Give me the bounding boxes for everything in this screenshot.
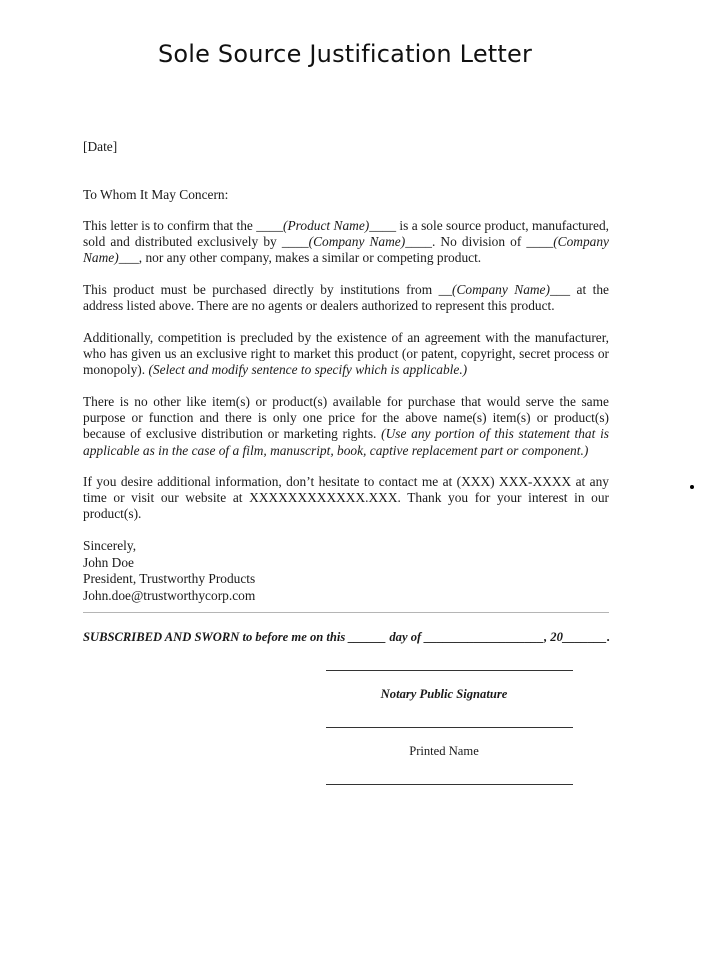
paragraph-competition [83, 330, 609, 379]
p1-text-g: ___, nor any other company, makes a similar or competing product. [118, 250, 482, 266]
printed-name-line [326, 727, 573, 728]
company-name-placeholder: (Company Name) [83, 234, 609, 266]
company-name-placeholder: (Company Name) [308, 234, 406, 250]
paragraph-sole-source [83, 218, 609, 267]
salutation: To Whom It May Concern: [83, 187, 229, 202]
letter-date: [Date] [83, 139, 118, 154]
document-title: Sole Source Justification Letter [157, 40, 533, 68]
edge-dot-mark [690, 485, 694, 489]
notary-signature-label: Notary Public Signature [380, 687, 508, 701]
closing-sincerely: Sincerely, [83, 538, 137, 553]
paragraph-purchase-direct [83, 282, 609, 314]
signer-email: John.doe@trustworthycorp.com [83, 587, 256, 603]
paragraph-no-other-item [83, 394, 609, 459]
p3-text-a: Additionally, competition is precluded by the existence of an agreement with the manufacturer, who has given us an exclusive right to market this product (or patent, copyright, secret process or monopoly). [83, 330, 609, 378]
p4-text-a: There is no other like item(s) or product(s) available for purchase that would serve the same purpose or function and there is only one price for the above name(s) item(s) or product(s) because of exclusive distribution or marketing rights. [83, 394, 609, 442]
p2-text-c: ___ at the address listed above. There are no agents or dealers authorized to represent this product. [83, 282, 609, 314]
p1-text-e: ____. No division of ____ [405, 234, 554, 250]
company-name-placeholder: (Company Name) [452, 282, 550, 297]
p3-instruction: (Select and modify sentence to specify which is applicable.) [148, 362, 468, 378]
p1-text-a: This letter is to confirm that the ____ [83, 218, 284, 233]
notary-signature-line [326, 670, 573, 671]
letter-closing [83, 538, 609, 604]
product-name-placeholder: (Product Name) [283, 218, 370, 233]
sworn-statement: SUBSCRIBED AND SWORN to before me on this ______ day of ___________________, 20_______. [83, 630, 611, 644]
p2-text-a: This product must be purchased directly by institutions from __ [83, 282, 453, 297]
signer-position: President, Trustworthy Products [83, 571, 256, 586]
section-divider [83, 612, 609, 613]
bottom-signature-line [326, 784, 573, 785]
signer-name: John Doe [83, 554, 134, 570]
printed-name-label: Printed Name [409, 744, 479, 758]
p1-text-c: ____ is a sole source product, manufactured, sold and distributed exclusively by ____ [83, 218, 610, 250]
p4-instruction: (Use any portion of this statement that is applicable as in the case of a film, manuscript, book, captive replacement part or component.) [83, 426, 609, 458]
paragraph-contact: If you desire additional information, don’t hesitate to contact me at (XXX) XXX-XXXX at any time or visit our website at XXXXXXXXXXXX.XXX. Thank you for your interest in our product(s). [83, 474, 609, 522]
